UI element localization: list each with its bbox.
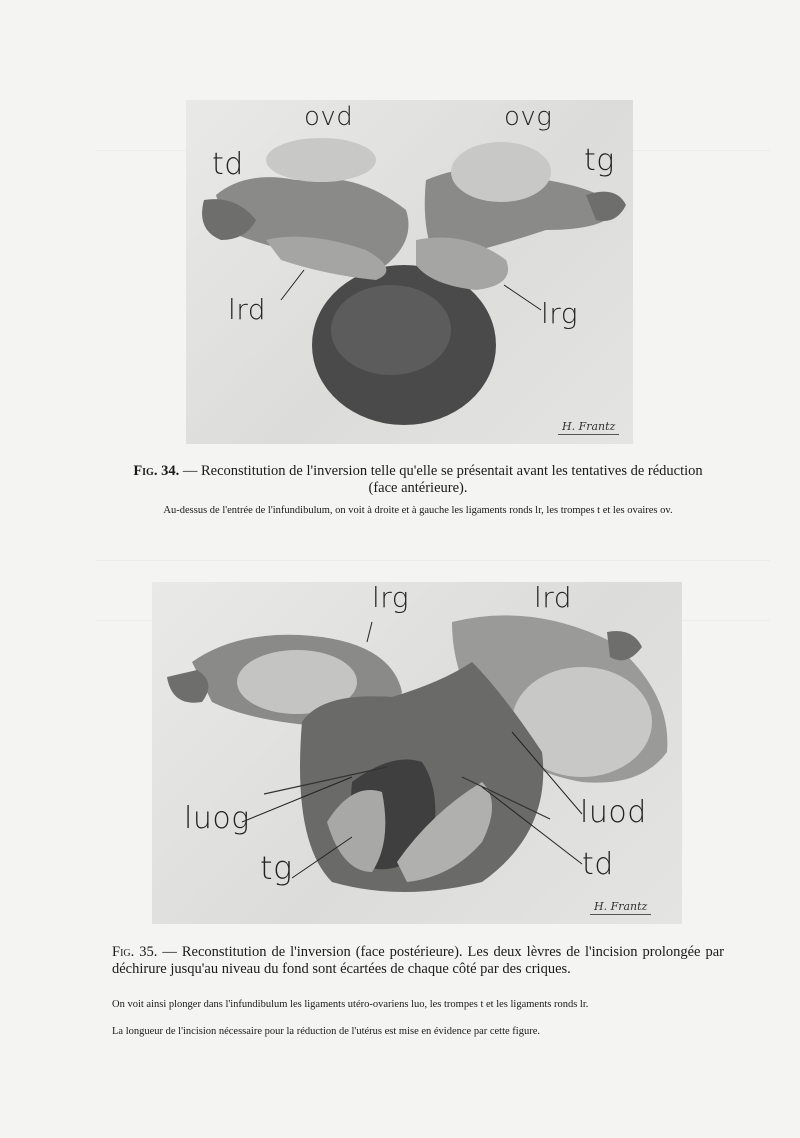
label-ovd: ovd bbox=[304, 102, 354, 132]
label-tg: tg bbox=[584, 143, 615, 178]
figure-34-illustration bbox=[186, 100, 633, 444]
label-luod: luod bbox=[580, 795, 647, 830]
figure-34-caption bbox=[118, 463, 718, 497]
figure-35-note-2: La longueur de l'incision nécessaire pour la réduction de l'utérus est mise en évidence par cette figure. bbox=[112, 1026, 540, 1037]
figure-35-note-1: On voit ainsi plonger dans l'infundibulum les ligaments utéro-ovariens luo, les trompes t et les ligaments ronds lr. bbox=[112, 999, 589, 1010]
figure-34-number: Fig. 34. bbox=[133, 463, 180, 479]
figure-35-caption-text: — Reconstitution de l'inversion (face postérieure). Les deux lèvres de l'incision prolongée par déchirure jusqu'au niveau du fond sont écartées de chaque côté par des criques. bbox=[112, 944, 725, 977]
figure-34-plate bbox=[186, 100, 633, 444]
figure-35-plate bbox=[152, 582, 682, 924]
figure-35-signature: H. Frantz bbox=[590, 900, 651, 915]
figure-34-signature: H. Frantz bbox=[558, 420, 619, 435]
label-tg: tg bbox=[260, 849, 293, 887]
label-lrg: lrg bbox=[372, 582, 410, 614]
figure-35-number: Fig. 35. bbox=[112, 944, 158, 960]
label-lrd: lrd bbox=[534, 582, 573, 614]
label-ovg: ovg bbox=[504, 102, 553, 132]
label-luog: luog bbox=[184, 801, 250, 836]
label-td: td bbox=[582, 847, 614, 882]
figure-34-caption-text: — Reconstitution de l'inversion telle qu'elle se présentait avant les tentatives de réduction (face antérieure). bbox=[182, 463, 703, 496]
label-td: td bbox=[212, 147, 244, 182]
figure-35-caption bbox=[112, 944, 724, 978]
label-lrd: lrd bbox=[228, 293, 267, 326]
figure-34-note: Au-dessus de l'entrée de l'infundibulum, on voit à droite et à gauche les ligaments ronds lr, les trompes t et les ovaires ov. bbox=[163, 505, 673, 516]
label-lrg: lrg bbox=[541, 297, 579, 330]
